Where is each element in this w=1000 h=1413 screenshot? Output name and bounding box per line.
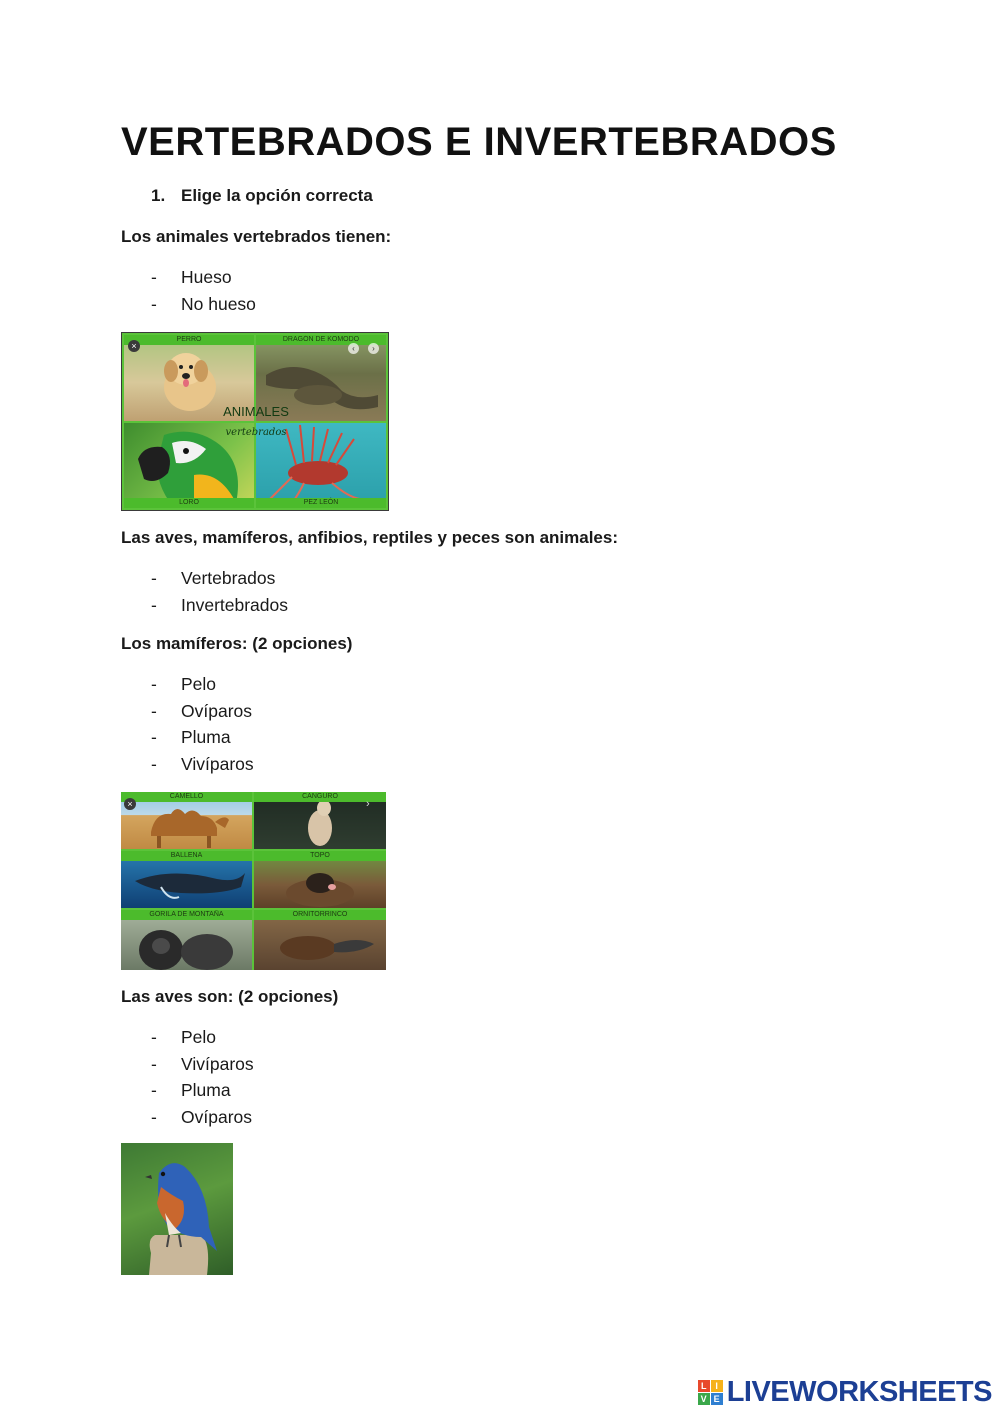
question-1-options <box>151 264 256 317</box>
brand-name: LIVEWORKSHEETS <box>726 1376 992 1408</box>
label-camello: CAMELLO <box>121 792 252 802</box>
previous-icon[interactable]: ‹ <box>348 343 359 354</box>
question-4-prompt: Las aves son: (2 opciones) <box>121 987 339 1006</box>
platypus-tile <box>254 910 386 970</box>
next-icon[interactable]: › <box>366 798 370 810</box>
instruction <box>151 186 373 206</box>
label-gorila-de-montana: GORILA DE MONTAÑA <box>121 910 252 920</box>
bluebird-image <box>121 1143 233 1275</box>
option-no-hueso[interactable]: - No hueso <box>151 293 256 314</box>
close-icon[interactable]: × <box>124 798 136 810</box>
mammals-image <box>121 792 386 970</box>
option-vertebrados[interactable]: - Vertebrados <box>151 568 276 588</box>
label-topo: TOPO <box>254 851 386 861</box>
option-pelo[interactable]: - Pelo <box>151 674 217 694</box>
liveworksheets-brand[interactable] <box>698 1376 992 1409</box>
label-dragon-de-komodo: DRAGÓN DE KOMODO <box>256 335 386 345</box>
question-3-options <box>151 671 254 777</box>
label-ballena: BALLENA <box>121 851 252 861</box>
question-3-prompt: Los mamíferos: (2 opciones) <box>121 634 353 653</box>
label-loro: LORO <box>124 498 254 508</box>
bluebird-illustration <box>121 1143 233 1275</box>
question-1-prompt: Los animales vertebrados tienen: <box>121 227 392 246</box>
brand-logo-icon: L I V E <box>698 1380 723 1405</box>
instruction-text: Elige la opción correcta <box>181 186 373 205</box>
question-2-options <box>151 565 288 618</box>
worksheet-title: VERTEBRADOS E INVERTEBRADOS <box>121 120 837 164</box>
option-pluma[interactable]: - Pluma <box>151 727 231 748</box>
camel-tile <box>121 792 252 849</box>
option-viviparos[interactable]: - Vivíparos <box>151 753 254 774</box>
option-oviparos[interactable]: - Ovíparos <box>151 1106 252 1127</box>
mole-tile <box>254 851 386 908</box>
label-perro: PERRO <box>124 335 254 345</box>
vertebrates-center-subtitle: vertebrados <box>225 427 287 438</box>
option-pluma[interactable]: - Pluma <box>151 1080 231 1101</box>
label-pez-leon: PEZ LEÓN <box>256 498 386 508</box>
next-icon[interactable]: › <box>368 343 379 354</box>
gorilla-tile <box>121 910 252 970</box>
instruction-number: 1. <box>151 186 166 205</box>
question-4-options <box>151 1024 254 1130</box>
vertebrates-center-title: ANIMALES <box>223 404 289 419</box>
option-oviparos[interactable]: - Ovíparos <box>151 700 252 721</box>
label-ornitorrinco: ORNITORRINCO <box>254 910 386 920</box>
question-2-prompt: Las aves, mamíferos, anfibios, reptiles y peces son animales: <box>121 528 618 547</box>
label-canguro: CANGURO <box>254 792 386 802</box>
option-hueso[interactable]: - Hueso <box>151 267 232 287</box>
option-pelo[interactable]: - Pelo <box>151 1027 217 1047</box>
option-invertebrados[interactable]: - Invertebrados <box>151 594 289 615</box>
close-icon[interactable]: × <box>128 340 140 352</box>
whale-tile <box>121 851 252 908</box>
vertebrates-image <box>121 332 389 511</box>
option-viviparos[interactable]: - Vivíparos <box>151 1053 254 1074</box>
